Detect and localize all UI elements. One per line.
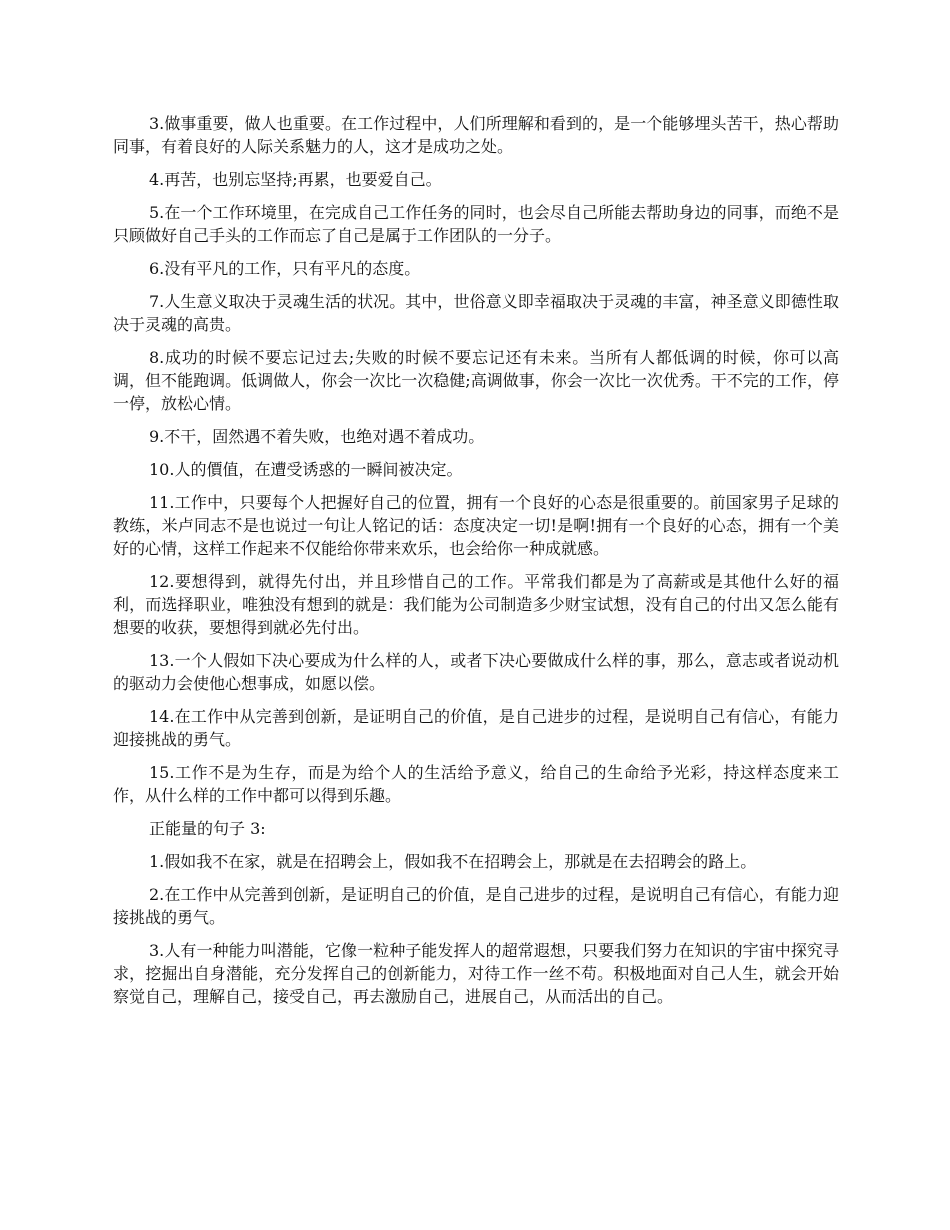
document-body: [113, 112, 839, 1018]
paragraph: 10.人的價值，在遭受诱惑的一瞬间被决定。: [149, 460, 463, 479]
paragraph: 3.做事重要，做人也重要。在工作过程中，人们所理解和看到的，是一个能够埋头苦干，热心帮助同事，有着良好的人际关系魅力的人，这才是成功之处。: [113, 114, 839, 156]
paragraph: 14.在工作中从完善到创新，是证明自己的价值，是自己进步的过程，是说明自己有信心，有能力迎接挑战的勇气。: [113, 707, 839, 749]
paragraph: 1.假如我不在家，就是在招聘会上，假如我不在招聘会上，那就是在去招聘会的路上。: [149, 852, 757, 871]
paragraph: 13.一个人假如下决心要成为什么样的人，或者下决心要做成什么样的事，那么，意志或者说动机的驱动力会使他心想事成，如愿以偿。: [113, 651, 839, 693]
section-heading: 正能量的句子 3:: [149, 819, 266, 838]
paragraph: 12.要想得到，就得先付出，并且珍惜自己的工作。平常我们都是为了高薪或是其他什么好的福利，而选择职业，唯独没有想到的就是：我们能为公司制造多少财宝试想，没有自己的付出又怎么能有想要的收获，要想得到就必先付出。: [113, 572, 839, 637]
paragraph: 2.在工作中从完善到创新，是证明自己的价值，是自己进步的过程，是说明自己有信心，有能力迎接挑战的勇气。: [113, 885, 839, 927]
paragraph: 8.成功的时候不要忘记过去;失败的时候不要忘记还有未来。当所有人都低调的时候，你可以高调，但不能跑调。低调做人，你会一次比一次稳健;高调做事，你会一次比一次优秀。干不完的工作，停一停，放松心情。: [113, 348, 839, 413]
paragraph: 4.再苦，也别忘坚持;再累，也要爱自己。: [149, 170, 442, 189]
paragraph: 15.工作不是为生存，而是为给个人的生活给予意义，给自己的生命给予光彩，持这样态度来工作，从什么样的工作中都可以得到乐趣。: [113, 763, 839, 805]
paragraph: 11.工作中，只要每个人把握好自己的位置，拥有一个良好的心态是很重要的。前国家男子足球的教练，米卢同志不是也说过一句让人铭记的话：态度决定一切!是啊!拥有一个良好的心态，拥有一个美好的心情，这样工作起来不仅能给你带来欢乐，也会给你一种成就感。: [113, 493, 839, 558]
paragraph: 7.人生意义取决于灵魂生活的状况。其中，世俗意义即幸福取决于灵魂的丰富，神圣意义即德性取决于灵魂的高贵。: [113, 292, 839, 334]
paragraph: 3.人有一种能力叫潜能，它像一粒种子能发挥人的超常遐想，只要我们努力在知识的宇宙中探究寻求，挖掘出自身潜能，充分发挥自己的创新能力，对待工作一丝不苟。积极地面对自己人生，就会开始察觉自己，理解自己，接受自己，再去激励自己，进展自己，从而活出的自己。: [113, 941, 839, 1006]
paragraph: 6.没有平凡的工作，只有平凡的态度。: [149, 259, 421, 278]
paragraph: 9.不干，固然遇不着失败，也绝对遇不着成功。: [149, 427, 485, 446]
paragraph: 5.在一个工作环境里，在完成自己工作任务的同时，也会尽自己所能去帮助身边的同事，而绝不是只顾做好自己手头的工作而忘了自己是属于工作团队的一分子。: [113, 203, 839, 245]
